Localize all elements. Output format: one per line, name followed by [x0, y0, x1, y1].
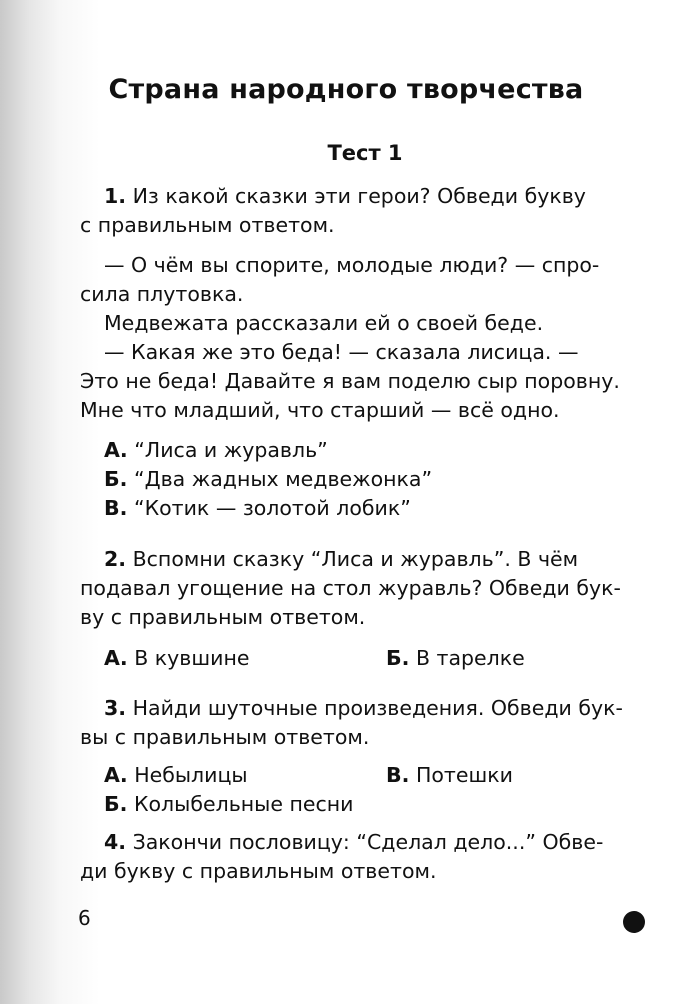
passage-line: — О чём вы спорите, молодые люди? — спро-: [104, 253, 600, 277]
question-2-line-3: ву с правильным ответом.: [80, 605, 366, 629]
option-text: Небылицы: [134, 763, 248, 787]
question-3-line-1: [80, 694, 646, 723]
option-text: Колыбельные песни: [133, 792, 354, 816]
option-text: “Котик — золотой лобик”: [133, 496, 411, 520]
passage-line: Это не беда! Давайте я вам поделю сыр поровну.: [80, 369, 620, 393]
option-letter: А.: [104, 438, 128, 462]
question-4-line-2: ди букву с правильным ответом.: [80, 859, 437, 883]
question-1: [80, 182, 646, 240]
page-title: Страна народного творчества: [108, 74, 584, 105]
answer-option[interactable]: [104, 790, 354, 819]
question-1-passage: [80, 251, 646, 425]
passage-line: сила плутовка.: [80, 282, 244, 306]
question-4-text: Закончи пословицу: “Сделал дело...” Обве-: [132, 830, 604, 854]
question-4-line-1: [80, 828, 646, 857]
option-letter: А.: [104, 763, 128, 787]
answer-option[interactable]: [104, 761, 248, 790]
option-letter: В.: [104, 496, 128, 520]
question-3-line-2: вы с правильным ответом.: [80, 725, 370, 749]
question-2-text: Вспомни сказку “Лиса и журавль”. В чём: [132, 547, 579, 571]
option-letter: Б.: [104, 792, 128, 816]
question-1-line-1: [80, 182, 646, 211]
question-3-number: 3.: [104, 696, 127, 720]
question-2-line-2: подавал угощение на стол журавль? Обведи бук-: [80, 576, 621, 600]
option-letter: Б.: [386, 646, 410, 670]
question-2: [80, 545, 646, 632]
answer-option[interactable]: [104, 436, 328, 465]
question-2-number: 2.: [104, 547, 127, 571]
answer-option[interactable]: [104, 494, 411, 523]
answer-option[interactable]: [104, 465, 432, 494]
option-text: “Лиса и журавль”: [134, 438, 328, 462]
option-text: В кувшине: [134, 646, 250, 670]
question-4-number: 4.: [104, 830, 127, 854]
answer-option[interactable]: [386, 644, 525, 673]
bullet-dot-icon: [623, 911, 645, 933]
answer-option[interactable]: [386, 761, 513, 790]
option-letter: А.: [104, 646, 128, 670]
question-1-prompt-2: с правильным ответом.: [80, 213, 335, 237]
option-letter: В.: [386, 763, 410, 787]
answer-option[interactable]: [104, 644, 249, 673]
option-text: В тарелке: [415, 646, 525, 670]
test-title: Тест 1: [327, 141, 403, 165]
passage-line: Медвежата рассказали ей о своей беде.: [104, 311, 544, 335]
question-1-prompt-1: Из какой сказки эти герои? Обведи букву: [132, 184, 586, 208]
question-1-number: 1.: [104, 184, 127, 208]
question-3-text: Найди шуточные произведения. Обведи бук-: [132, 696, 623, 720]
option-text: Потешки: [415, 763, 513, 787]
option-text: “Два жадных медвежонка”: [133, 467, 433, 491]
passage-line: — Какая же это беда! — сказала лисица. —: [104, 340, 579, 364]
option-letter: Б.: [104, 467, 128, 491]
question-2-line-1: [80, 545, 646, 574]
passage-line: Мне что младший, что старший — всё одно.: [80, 398, 560, 422]
page-number: 6: [78, 906, 91, 930]
question-3: [80, 694, 646, 752]
question-4: [80, 828, 646, 886]
